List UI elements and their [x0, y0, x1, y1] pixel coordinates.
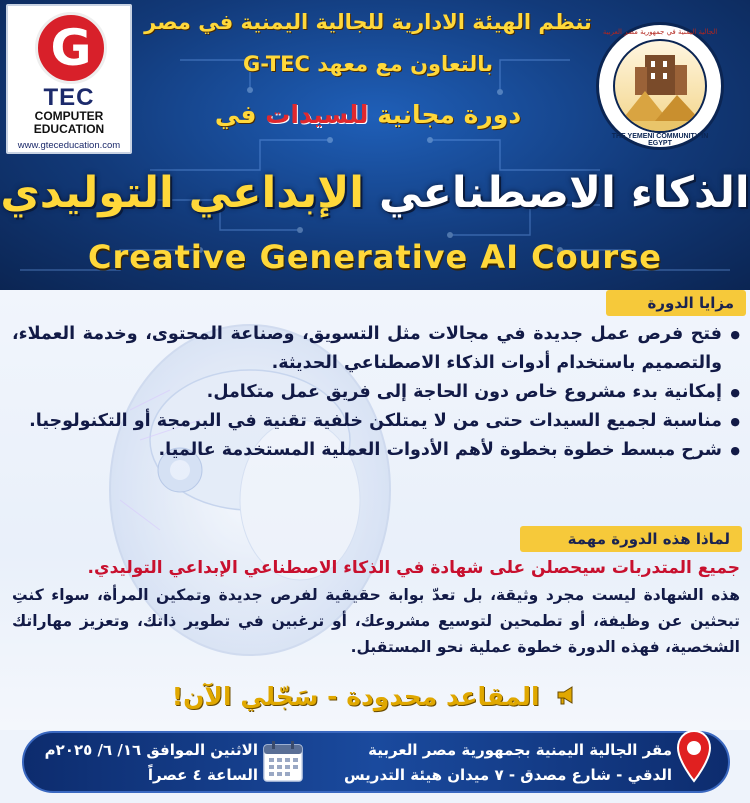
english-course-title: Creative Generative AI Course	[88, 238, 662, 276]
certificate-statement: جميع المتدربات سيحصلن على شهادة في الذكاء الاصطناعي الإبداعي التوليدي.	[87, 558, 740, 578]
gtec-url: www.gteceducation.com	[17, 140, 121, 151]
calendar-icon	[262, 739, 304, 783]
pyramids-buildings-icon	[615, 41, 707, 133]
yemeni-community-logo	[596, 22, 724, 150]
organizer-line: تنظم الهيئة الادارية للجالية اليمنية في مصر	[144, 10, 592, 34]
gtec-computer-education	[8, 110, 130, 136]
gtec-g-circle	[35, 12, 107, 84]
list-item: ● شرح مبسط خطوة بخطوة لأهم الأدوات العملية المستخدمة عالميا.	[12, 436, 740, 465]
why-important-tag: لماذا هذه الدورة مهمة	[520, 526, 742, 552]
certificate-description: هذه الشهادة ليست مجرد وثيقة، بل تعدّ بوابة حقيقية لفرص جديدة وتمكين المرأة، سواء كنتِ تبحثين عن وظيفة، أو تطمحين لتوسيع مشروعك، أو ترغبين في تطوير ذاتك، وتعزيز مهاراتك الشخصية، فهذه الدورة خطوة عملية نحو المستقبل.	[12, 586, 740, 656]
free-course-suffix: في	[214, 100, 257, 129]
header-banner	[0, 0, 750, 290]
free-course-line	[140, 100, 596, 129]
arabic-course-title	[0, 168, 750, 218]
gtec-logo	[6, 4, 132, 154]
event-date-time	[32, 738, 258, 788]
community-emblem	[613, 39, 707, 133]
list-item: ● إمكانية بدء مشروع خاص دون الحاجة إلى فريق عمل متكامل.	[12, 378, 740, 407]
location-pin-icon	[676, 729, 712, 783]
free-course-prefix: دورة مجانية	[377, 100, 522, 129]
gtec-education-text: EDUCATION	[33, 122, 105, 136]
arabic-title-part1: الذكاء الاصطناعي	[379, 168, 750, 218]
cta-text: المقاعد محدودة - سَجّلي الآن!	[171, 682, 540, 711]
features-list	[12, 320, 740, 465]
address-line-2: الدقي - شارع مصدق - ٧ ميدان هيئة التدريس	[343, 766, 672, 784]
for-women-highlight: للسيدات	[265, 100, 369, 129]
arabic-title-part2: الإبداعي التوليدي	[0, 168, 365, 218]
event-time: الساعة ٤ عصراً	[147, 766, 258, 784]
course-features-tag: مزايا الدورة	[606, 290, 746, 316]
register-call-to-action[interactable]	[150, 682, 600, 711]
community-ring-text: THE YEMENI COMMUNITY IN EGYPT	[611, 133, 709, 147]
list-item: ● مناسبة لجميع السيدات حتى من لا يمتلكن خلفية تقنية في البرمجة أو التكنولوجيا.	[12, 407, 740, 436]
event-date: الاثنين الموافق ١٦/ ٦/ ٢٠٢٥م	[44, 741, 258, 759]
gtec-computer-text: COMPUTER	[34, 109, 104, 123]
content-area	[0, 290, 750, 730]
venue-address	[310, 738, 672, 788]
partner-line: بالتعاون مع معهد G-TEC	[242, 52, 494, 76]
megaphone-icon	[556, 683, 578, 711]
community-top-text: الجالية اليمنية في جمهورية مصر العربية	[602, 28, 718, 36]
address-line-1: مقر الجالية اليمنية بجمهورية مصر العربية	[368, 741, 672, 759]
gtec-g-letter: G	[50, 19, 92, 77]
gtec-tec-text: TEC	[43, 84, 95, 111]
list-item: ● فتح فرص عمل جديدة في مجالات مثل التسويق، وصناعة المحتوى، وخدمة العملاء، والتصميم باستخدام أدوات الذكاء الاصطناعي الحديثة.	[12, 320, 740, 378]
